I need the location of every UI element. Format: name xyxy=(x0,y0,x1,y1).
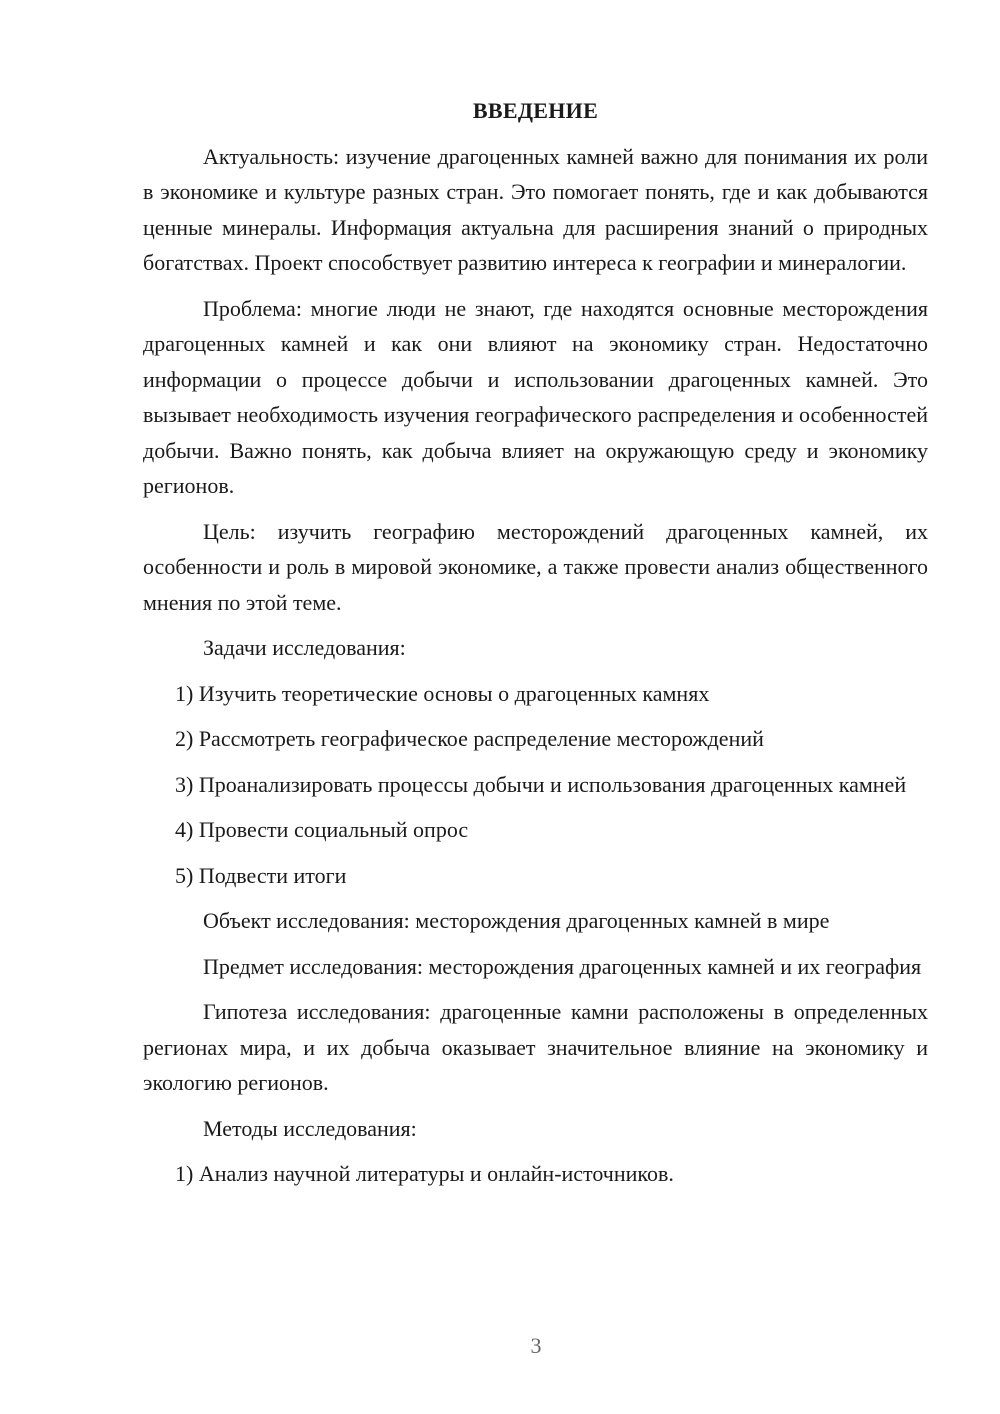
goal-paragraph: Цель: изучить географию месторождений драгоценных камней, их особенности и роль в мировой экономике, а также провести анализ общественного мнения по этой теме. xyxy=(143,518,928,615)
task-item-4: 4) Провести социальный опрос xyxy=(175,817,469,842)
tasks-heading: Задачи исследования: xyxy=(203,635,406,660)
task-item-1: 1) Изучить теоретические основы о драгоценных камнях xyxy=(175,680,710,706)
page-number: 3 xyxy=(530,1333,542,1358)
method-item-1: 1) Анализ научной литературы и онлайн-источников. xyxy=(175,1161,674,1186)
object-paragraph: Объект исследования: месторождения драгоценных камней в мире xyxy=(203,908,830,933)
task-item-2: 2) Рассмотреть географическое распределение месторождений xyxy=(175,726,764,751)
hypothesis-paragraph: Гипотеза исследования: драгоценные камни расположены в определенных регионах мира, и их добыча оказывает значительное влияние на экономику и экологию регионов. xyxy=(143,999,928,1095)
relevance-paragraph: Актуальность: изучение драгоценных камней важно для понимания их роли в экономике и культуре разных стран. Это помогает понять, где и как добываются ценные минералы. Информация актуальна для расширения знаний о природных богатствах. Проект способствует развитию интереса к географии и минералогии. xyxy=(143,143,928,275)
subject-paragraph: Предмет исследования: месторождения драгоценных камней и их география xyxy=(203,953,922,979)
problem-paragraph: Проблема: многие люди не знают, где находятся основные месторождения драгоценных камней и как они влияют на экономику стран. Недостаточно информации о процессе добычи и использовании драгоценных камней. Это вызывает необходимость изучения географического распределения и особенностей добычи. Важно понять, как добыча влияет на окружающую среду и экономику регионов. xyxy=(143,295,928,498)
task-item-5: 5) Подвести итоги xyxy=(175,862,347,888)
page-content xyxy=(143,93,928,1202)
section-title: ВВЕДЕНИЕ xyxy=(472,98,599,123)
methods-heading: Методы исследования: xyxy=(203,1115,417,1141)
task-item-3: 3) Проанализировать процессы добычи и использования драгоценных камней xyxy=(175,771,907,797)
